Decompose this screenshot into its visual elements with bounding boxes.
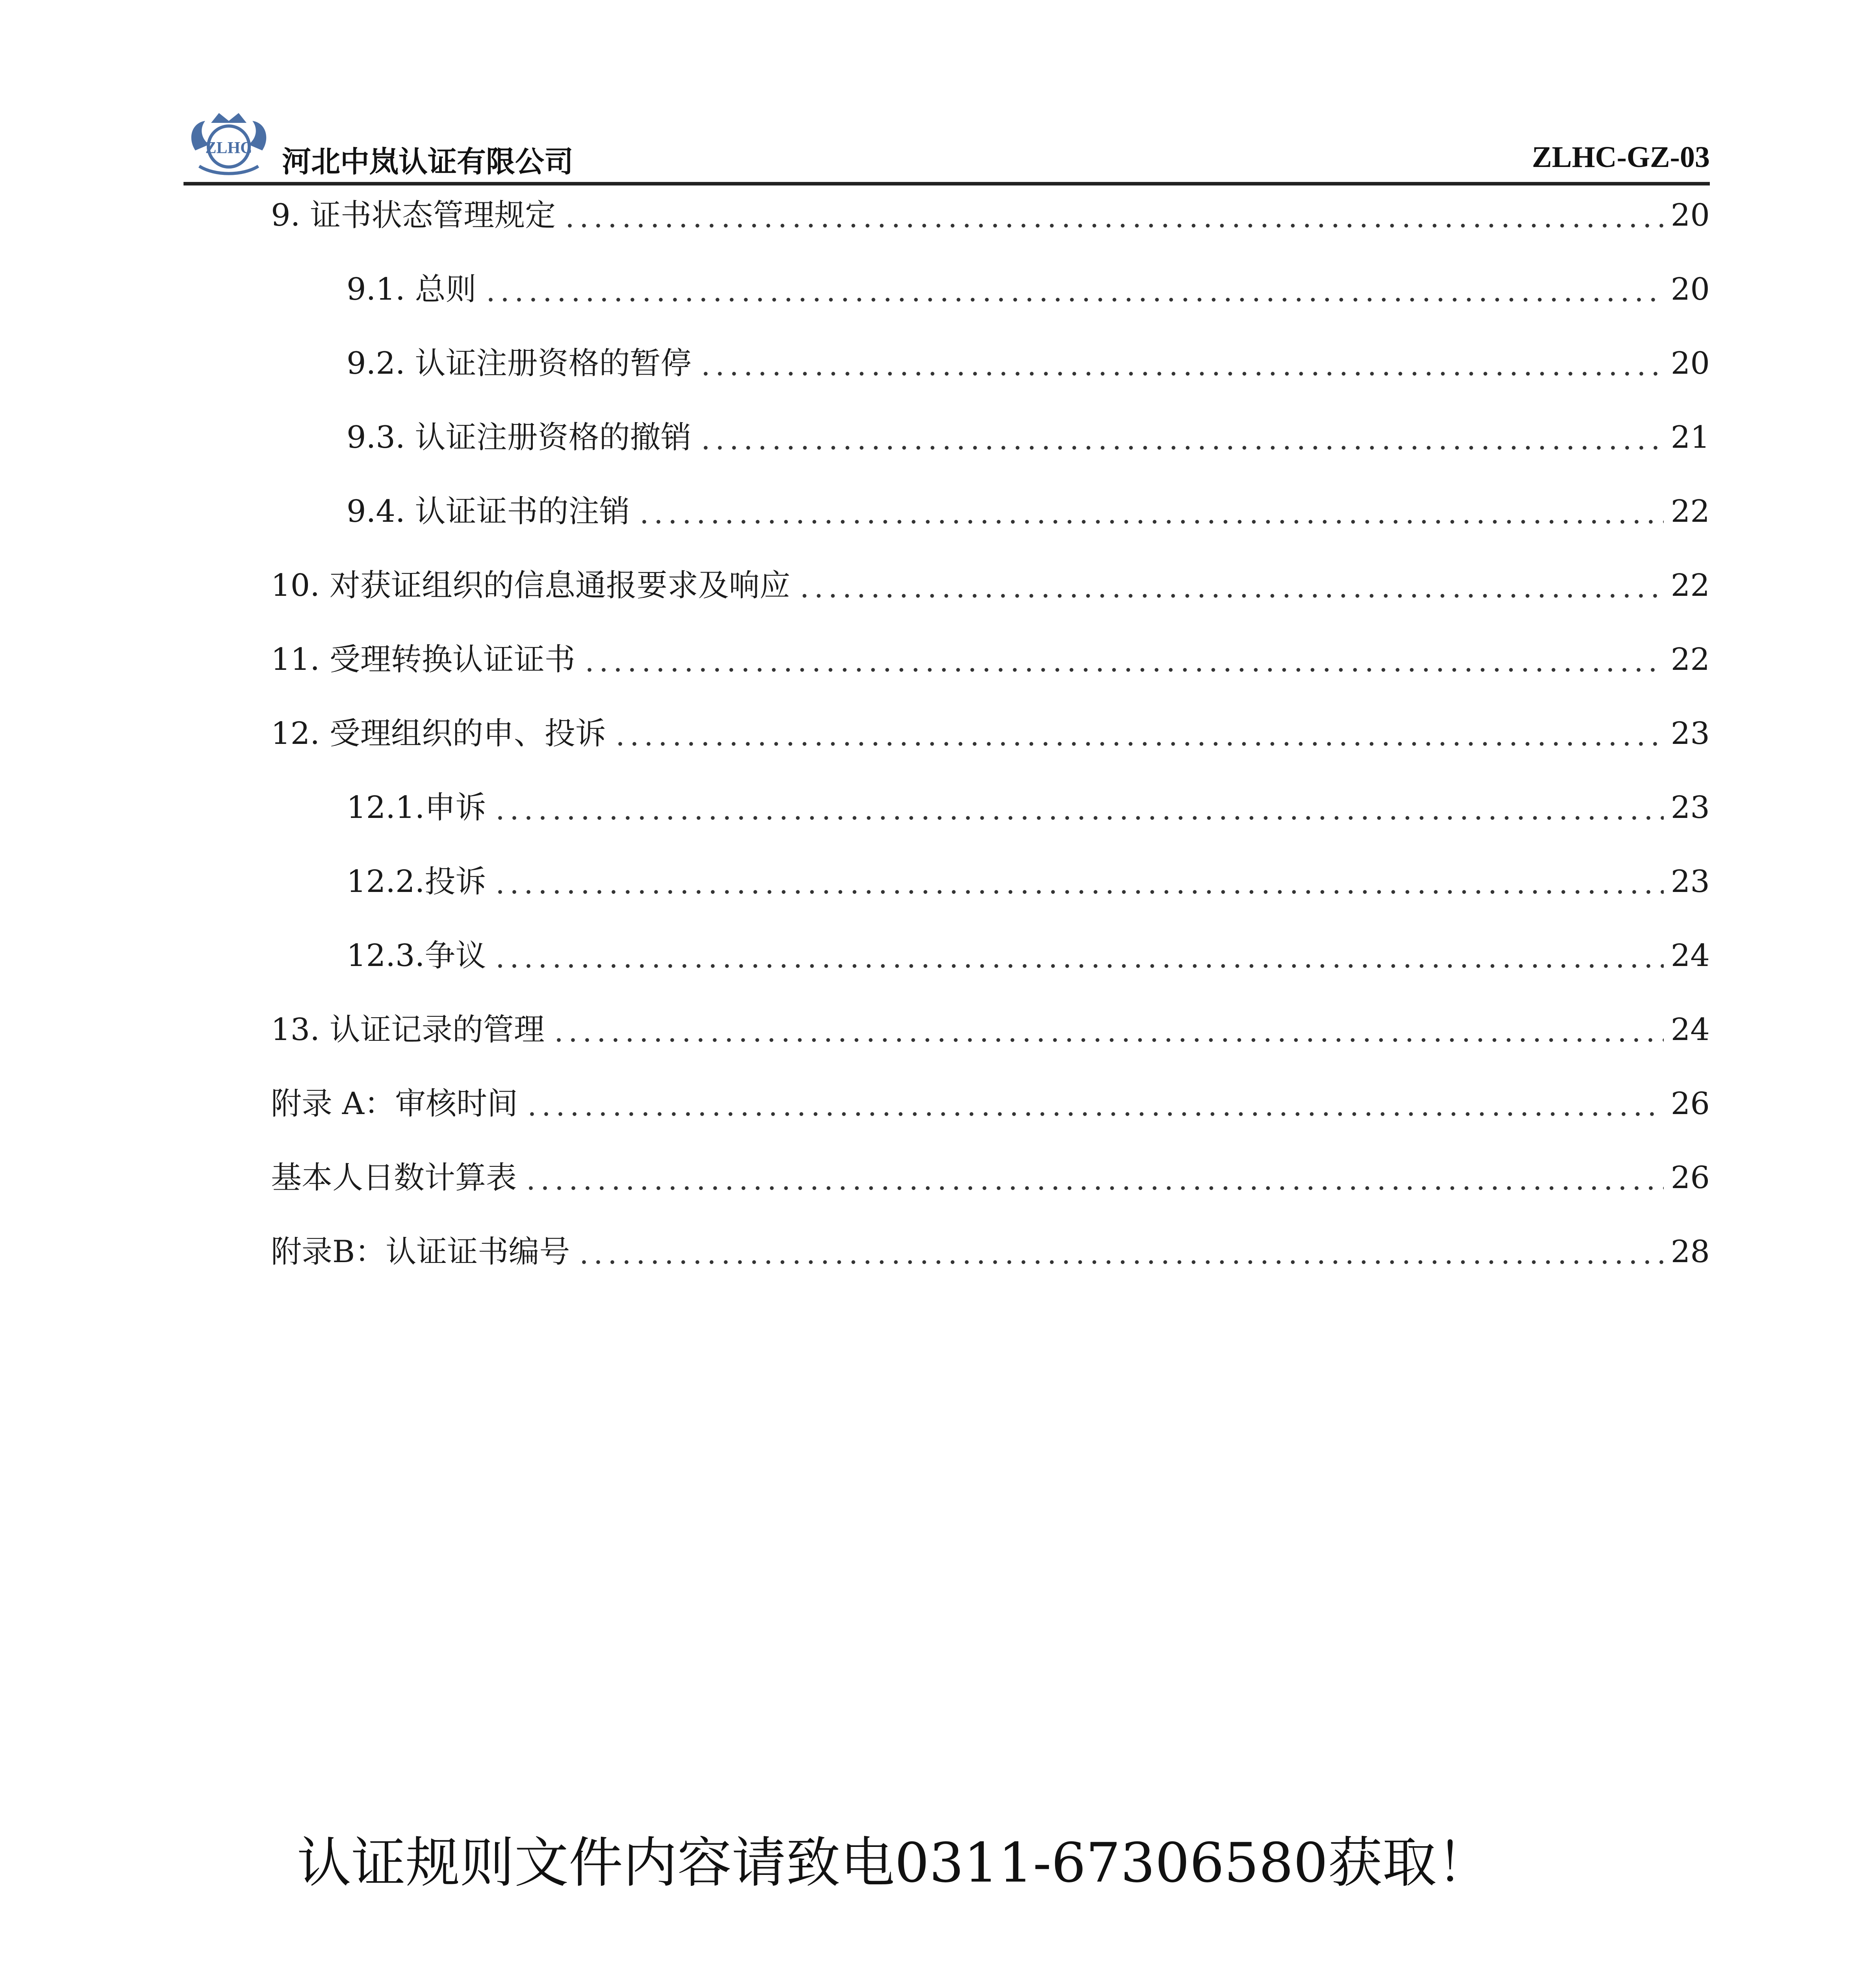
- toc-leader-dots: [577, 1230, 1663, 1274]
- toc-entry-page: 20: [1670, 198, 1710, 233]
- toc-leader-dots: [699, 416, 1664, 459]
- toc-entry-label: 12.2.投诉: [347, 864, 486, 899]
- toc-entry-label: 12. 受理组织的申、投诉: [271, 716, 606, 751]
- header-rule: [184, 182, 1710, 185]
- toc-entry-page: 22: [1670, 568, 1710, 603]
- toc-entry-label: 10. 对获证组织的信息通报要求及响应: [271, 568, 790, 603]
- company-name: 河北中岚认证有限公司: [282, 145, 573, 179]
- toc-leader-dots: [484, 268, 1664, 311]
- document-number: ZLHC-GZ-03: [1532, 141, 1710, 174]
- toc-entry-page: 20: [1670, 272, 1710, 307]
- toc-entry[interactable]: [347, 490, 1710, 533]
- toc-entry-page: 23: [1670, 716, 1710, 751]
- toc-leader-dots: [493, 786, 1663, 829]
- toc-entry[interactable]: [271, 1230, 1710, 1274]
- toc-entry-page: 23: [1670, 790, 1710, 825]
- toc-leader-dots: [699, 342, 1664, 385]
- toc-entry[interactable]: [271, 712, 1710, 755]
- toc-entry[interactable]: [271, 638, 1710, 681]
- toc-entry-label: 9.4. 认证证书的注销: [347, 494, 630, 529]
- toc-leader-dots: [524, 1156, 1664, 1200]
- toc-entry-label: 12.1.申诉: [347, 790, 486, 825]
- toc-leader-dots: [637, 490, 1664, 533]
- toc-entry-label: 9.2. 认证注册资格的暂停: [347, 346, 691, 381]
- toc-entry-label: 11. 受理转换认证证书: [271, 642, 575, 677]
- toc-entry[interactable]: [347, 416, 1710, 459]
- toc-entry-page: 22: [1670, 642, 1710, 677]
- toc-entry[interactable]: [347, 342, 1710, 385]
- toc-entry-page: 20: [1670, 346, 1710, 381]
- toc-entry-label: 附录B：认证证书编号: [271, 1234, 570, 1270]
- toc-entry[interactable]: [347, 934, 1710, 977]
- toc-entry-page: 22: [1670, 494, 1710, 529]
- toc-entry-label: 12.3.争议: [347, 938, 486, 973]
- page-header: [184, 103, 1710, 186]
- toc-leader-dots: [493, 934, 1663, 977]
- toc-entry[interactable]: [271, 1082, 1710, 1125]
- toc-entry[interactable]: [271, 194, 1710, 237]
- toc-entry-label: 13. 认证记录的管理: [271, 1012, 545, 1048]
- toc-entry-label: 9.3. 认证注册资格的撤销: [347, 420, 691, 455]
- contact-notice: 认证规则文件内容请致电0311-67306580获取！: [297, 1831, 1491, 1895]
- toc-entry-label: 附录 A：审核时间: [271, 1086, 518, 1122]
- toc-leader-dots: [552, 1008, 1664, 1051]
- logo-lettering: ZLHC: [205, 139, 252, 157]
- toc-entry[interactable]: [271, 1156, 1710, 1200]
- toc-leader-dots: [493, 860, 1663, 903]
- toc-leader-dots: [613, 712, 1664, 755]
- toc-entry[interactable]: [347, 786, 1710, 829]
- toc-entry[interactable]: [271, 564, 1710, 607]
- toc-entry[interactable]: [271, 1008, 1710, 1051]
- toc-entry-page: 26: [1670, 1160, 1710, 1196]
- toc-entry-page: 21: [1670, 420, 1710, 455]
- toc-entry-label: 9.1. 总则: [347, 272, 476, 307]
- toc-leader-dots: [797, 564, 1664, 607]
- toc-entry-page: 24: [1670, 938, 1710, 973]
- toc-leader-dots: [582, 638, 1664, 681]
- company-logo: [184, 107, 274, 182]
- toc-entry-label: 9. 证书状态管理规定: [271, 198, 556, 233]
- toc-entry-page: 26: [1670, 1086, 1710, 1122]
- toc-entry-page: 28: [1670, 1234, 1710, 1270]
- toc-entry[interactable]: [347, 860, 1710, 903]
- toc-entry-page: 23: [1670, 864, 1710, 899]
- toc-entry-label: 基本人日数计算表: [271, 1160, 517, 1196]
- toc-entry-page: 24: [1670, 1012, 1710, 1048]
- toc-entry[interactable]: [347, 268, 1710, 311]
- toc-leader-dots: [563, 194, 1664, 237]
- toc-leader-dots: [525, 1082, 1664, 1125]
